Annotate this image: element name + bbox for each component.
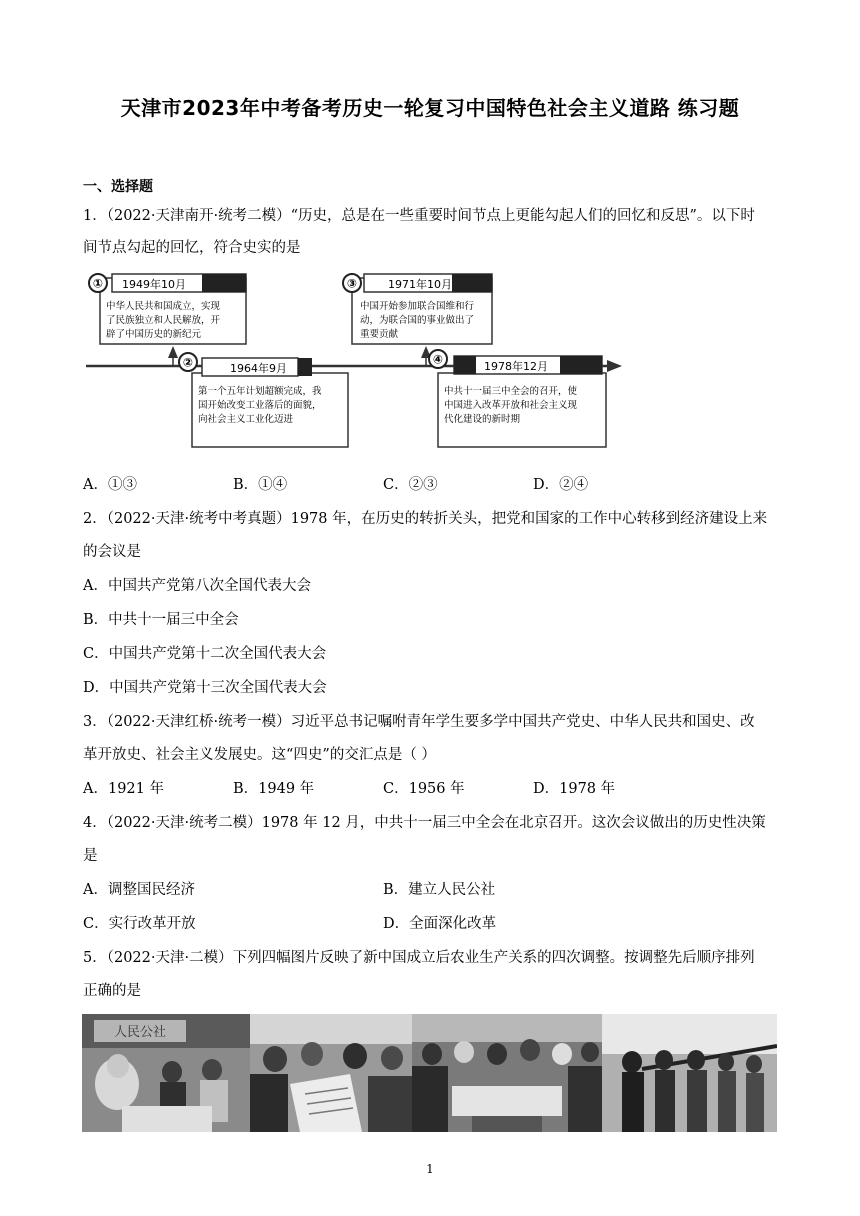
- option-b[interactable]: B．①④: [233, 477, 288, 493]
- timeline-marker-4: ④: [432, 352, 444, 367]
- question-1-text-line-2: 间节点勾起的回忆，符合史实的是: [83, 240, 301, 256]
- question-4-text-line-1: 4．（2022·天津·统考二模）1978 年 12 月，中共十一届三中全会在北京召开。这次会议做出的历史性决策: [83, 815, 766, 831]
- svg-text:中华人民共和国成立，实现: 中华人民共和国成立，实现: [106, 301, 221, 312]
- question-2-text-line-2: 的会议是: [83, 544, 141, 560]
- option-a[interactable]: A．①③: [83, 477, 137, 493]
- svg-text:中共十一届三中全会的召开，使: 中共十一届三中全会的召开，使: [444, 386, 578, 397]
- timeline-marker-2: ②: [182, 355, 194, 370]
- up-arrow-icon: [168, 346, 178, 358]
- photo-strip: [82, 1014, 777, 1132]
- option-d[interactable]: D．中国共产党第十三次全国代表大会: [83, 680, 327, 696]
- option-c[interactable]: C．1956 年: [383, 781, 465, 797]
- timeline-date-4: 1978年12月: [484, 360, 548, 373]
- option-d[interactable]: D．1978 年: [533, 781, 616, 797]
- timeline-marker-3: ③: [346, 276, 358, 291]
- option-c[interactable]: C．中国共产党第十二次全国代表大会: [83, 646, 327, 662]
- section-heading: 一、选择题: [83, 179, 153, 195]
- option-a[interactable]: A．1921 年: [83, 781, 164, 797]
- question-2-text-line-1: 2．（2022·天津·统考中考真题）1978 年，在历史的转折关头，把党和国家的工作中心转移到经济建设上来: [83, 511, 768, 527]
- svg-text:辟了中国历史的新纪元: 辟了中国历史的新纪元: [106, 329, 202, 340]
- timeline-box-1: [89, 274, 246, 344]
- svg-text:重要贡献: 重要贡献: [360, 329, 399, 340]
- option-a[interactable]: A．调整国民经济: [83, 882, 195, 898]
- svg-text:代化建设的新时期: 代化建设的新时期: [444, 414, 521, 425]
- timeline-date-2: 1964年9月: [230, 362, 287, 375]
- page-number: 1: [426, 1162, 434, 1176]
- svg-text:第一个五年计划超额完成，我: 第一个五年计划超额完成，我: [198, 386, 322, 397]
- timeline-figure: [82, 270, 627, 455]
- photo-sign-text: 人民公社: [113, 1025, 167, 1040]
- timeline-date-1: 1949年10月: [122, 278, 186, 291]
- question-3-text-line-1: 3．（2022·天津红桥·统考一模）习近平总书记嘱咐青年学生要多学中国共产党史、中华人民共和国史、改: [83, 714, 755, 730]
- svg-text:动，为联合国的事业做出了: 动，为联合国的事业做出了: [360, 315, 475, 326]
- photo-2: [250, 1014, 412, 1132]
- timeline-box-3: [343, 274, 492, 344]
- option-b[interactable]: B．建立人民公社: [383, 882, 496, 898]
- option-c[interactable]: C．实行改革开放: [83, 916, 196, 932]
- question-3-text-line-2: 革开放史、社会主义发展史。这“四史”的交汇点是（ ）: [83, 747, 436, 763]
- document-title: 天津市2023年中考备考历史一轮复习中国特色社会主义道路 练习题: [120, 96, 740, 120]
- svg-text:了民族独立和人民解放，开: 了民族独立和人民解放，开: [106, 315, 221, 326]
- option-b[interactable]: B．1949 年: [233, 781, 315, 797]
- option-d[interactable]: D．②④: [533, 477, 589, 493]
- timeline-date-3: 1971年10月: [388, 278, 452, 291]
- question-4-text-line-2: 是: [83, 848, 98, 864]
- svg-text:国开始改变工业落后的面貌，: 国开始改变工业落后的面貌，: [198, 400, 322, 411]
- timeline-arrowhead: [607, 360, 622, 372]
- option-c[interactable]: C．②③: [383, 477, 438, 493]
- option-b[interactable]: B．中共十一届三中全会: [83, 612, 239, 628]
- photo-4: [602, 1014, 777, 1132]
- timeline-box-4: [429, 350, 606, 447]
- option-d[interactable]: D．全面深化改革: [383, 916, 497, 932]
- svg-text:向社会主义工业化迈进: 向社会主义工业化迈进: [198, 414, 294, 425]
- question-5-text-line-2: 正确的是: [83, 983, 141, 999]
- photo-3: [412, 1014, 602, 1132]
- svg-text:中国开始参加联合国维和行: 中国开始参加联合国维和行: [360, 301, 475, 312]
- question-1-text-line-1: 1．（2022·天津南开·统考二模）“历史，总是在一些重要时间节点上更能勾起人们的回忆和反思”。以下时: [83, 208, 755, 224]
- option-a[interactable]: A．中国共产党第八次全国代表大会: [83, 578, 311, 594]
- svg-text:中国进入改革开放和社会主义现: 中国进入改革开放和社会主义现: [444, 400, 578, 411]
- timeline-marker-1: ①: [92, 276, 104, 291]
- photo-1: [82, 1014, 250, 1132]
- question-5-text-line-1: 5．（2022·天津·二模）下列四幅图片反映了新中国成立后农业生产关系的四次调整。按调整先后顺序排列: [83, 950, 755, 966]
